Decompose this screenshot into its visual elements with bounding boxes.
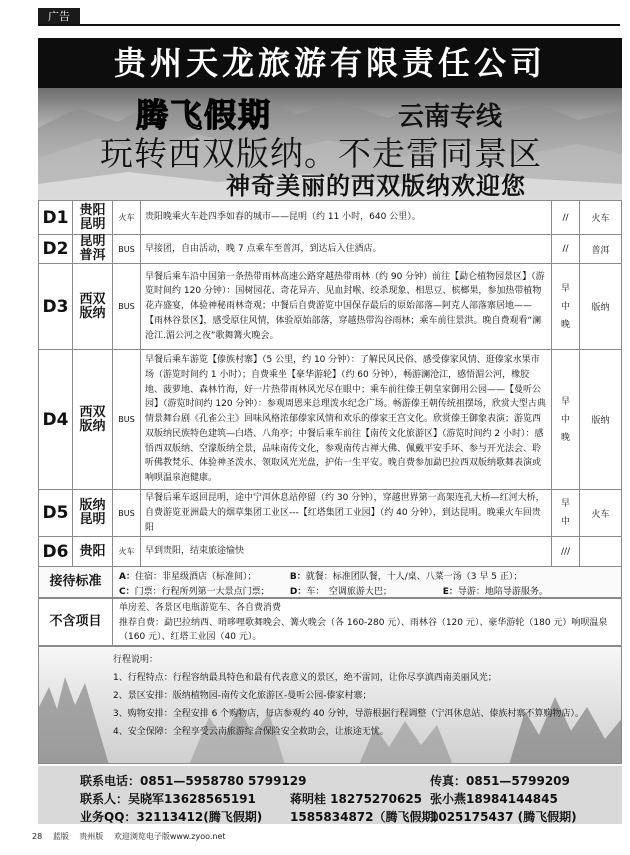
website-text: 欢迎浏览电子版www.zyoo.net	[113, 832, 226, 841]
hotel: 版纳	[580, 264, 622, 350]
note-item: 2、景区安排：版纳植物园-南传文化旅游区-曼听公园-傣家村寨；	[113, 691, 372, 701]
edition-label: 贵州版	[79, 832, 104, 841]
standard-item: E：导游：地陪导游服务。	[442, 587, 548, 597]
meal: 早	[560, 396, 570, 407]
meal: 晚	[560, 319, 570, 330]
qq-number: 32113412(腾飞假期)	[136, 810, 263, 824]
note-item: 1、行程特点：行程容纳最具特色和最有代表意义的景区，绝不雷同，让你尽享滇西南美丽风光；	[113, 673, 497, 683]
cities	[73, 537, 113, 567]
exclusion-line: 推荐自费：勐巴拉纳西、哨哆哩歌舞晚会、篝火晚会（各 160-280 元）、雨林谷（120 元）、豪华游轮（180 元）响呗温泉（160 元）、红塔工业园（40 元）。	[119, 617, 608, 642]
brand-title: 腾飞假期	[136, 96, 273, 134]
contact-person: 蒋明桂 18275270625	[290, 792, 423, 806]
city: 西双	[79, 404, 106, 420]
company-name-banner: 贵州天龙旅游有限责任公司	[38, 38, 622, 88]
transport: BUS	[113, 264, 141, 350]
cities	[73, 235, 113, 264]
description: 早到贵阳，结束旅途愉快	[141, 537, 552, 567]
slogan: 玩转西双版纳。不走雷同景区	[100, 134, 542, 173]
reception-standards	[38, 566, 622, 598]
city: 昆明	[79, 216, 106, 232]
city: 版纳	[79, 498, 106, 514]
meals	[552, 350, 580, 490]
city: 普洱	[79, 248, 106, 263]
itinerary-row-d6	[39, 537, 622, 567]
city: 昆明	[79, 234, 106, 249]
page-footer	[32, 831, 234, 842]
transport: BUS	[113, 235, 141, 264]
itinerary-row-d2	[39, 235, 622, 264]
ad-tag: 广告	[38, 8, 80, 26]
qq-label: 业务QQ：	[80, 810, 137, 824]
transport: BUS	[113, 490, 141, 537]
meal: 中	[560, 301, 570, 312]
hotel	[580, 537, 622, 567]
city: 西双	[79, 291, 106, 307]
contact-person: 吴晓军13628565191	[128, 792, 256, 806]
exclusions	[38, 598, 622, 646]
hotel: 普洱	[580, 235, 622, 264]
contacts-label: 联系人：	[80, 792, 129, 806]
hero-banner	[38, 88, 622, 200]
welcome-text: 神奇美丽的西双版纳欢迎您	[226, 172, 526, 200]
city: 贵阳	[79, 543, 106, 559]
qq-number: 1025175437 (腾飞假期)	[430, 810, 577, 824]
notes-body	[113, 651, 618, 741]
note-item: 4、安全保障：全程享受云南旅游综合保险安全救助会，让旅途无忧。	[113, 727, 389, 737]
meal: 晚	[560, 432, 570, 443]
cities	[73, 490, 113, 537]
phone-line	[80, 772, 307, 789]
notes-heading: 行程说明：	[113, 655, 159, 665]
itinerary-table	[38, 200, 622, 567]
qq-line	[80, 808, 262, 825]
standard-item: B：就餐：标准团队餐，十人/桌、八菜一汤（3 早 5 正）；	[289, 572, 523, 582]
standard-item: C：门票：行程所列第一大景点门票；	[119, 587, 270, 597]
day-label: D5	[39, 490, 73, 537]
itinerary-row-d1	[39, 201, 622, 235]
itinerary-row-d3	[39, 264, 622, 350]
standard-item: D：车： 空调旅游大巴；	[289, 587, 392, 597]
exclusions-title: 不含项目	[39, 599, 113, 645]
description: 早餐后乘车沿中国第一条热带雨林高速公路穿越热带雨林（约 90 分钟）前往【勐仑植物园景区】（游览时间约 120 分钟）：国树园花、奇花异卉、见血封喉、绞杀现象、相思豆、槟榔果，参加热带植物花卉盛宴，体验神秘雨林奇观；中餐后自费游览中国保存最后的原始部落—阿克人部落寨居地——【雨林谷景区】，感受原住风情，体验原始部落，穿越热带沟谷雨林；乘车前往景洪。晚自费观看“澜沧江.湄公河之夜”歌舞篝火晚会。	[141, 264, 552, 350]
special-line-title: 云南专线	[398, 102, 503, 132]
description: 贵阳晚乘火车赴四季如春的城市——昆明（约 11 小时，640 公里）。	[141, 201, 552, 235]
cities	[73, 264, 113, 350]
transport: BUS	[113, 350, 141, 490]
fax-line	[430, 772, 570, 789]
contact-panel	[38, 766, 622, 824]
itinerary-row-d4	[39, 350, 622, 490]
transport: 火车	[113, 537, 141, 567]
meals: //	[552, 235, 580, 264]
top-rule	[38, 24, 620, 26]
contact-person: 张小燕18984144845	[430, 792, 558, 806]
day-label: D3	[39, 264, 73, 350]
fax-number: 0851—5799209	[466, 774, 570, 788]
meal: 中	[560, 414, 570, 425]
standards-title: 接待标准	[39, 567, 113, 597]
city: 贵阳	[79, 202, 106, 218]
exclusions-body	[119, 601, 619, 645]
city: 版纳	[79, 305, 106, 321]
city: 版纳	[79, 418, 106, 434]
phone-number: 0851—5958780 5799129	[140, 774, 307, 788]
meals: //	[552, 201, 580, 235]
hotel: 版纳	[580, 350, 622, 490]
meal: 早	[560, 499, 570, 510]
note-item: 3、购物安排：全程安排 6 个购物店，每店参观约 40 分钟，导游根据行程调整（宁洱休息站、傣族村寨不算购物店）。	[113, 709, 584, 719]
day-label: D4	[39, 350, 73, 490]
hotel: 火车	[580, 490, 622, 537]
standards-row	[119, 569, 522, 582]
meal: 早	[560, 283, 570, 294]
transport: 火车	[113, 201, 141, 235]
hotel: 火车	[580, 201, 622, 235]
standard-item: A：住宿：非星级酒店（标准间）；	[119, 572, 257, 582]
day-label: D2	[39, 235, 73, 264]
meals: ///	[552, 537, 580, 567]
itinerary-notes	[38, 646, 622, 764]
page-number: 28	[32, 832, 43, 841]
description: 早接团，自由活动，晚 7 点乘车至普洱，到达后入住酒店。	[141, 235, 552, 264]
cities	[73, 201, 113, 235]
day-label: D6	[39, 537, 73, 567]
qq-number: 1585834872（腾飞假期）	[290, 810, 446, 824]
meal: 中	[560, 517, 570, 528]
city: 昆明	[79, 512, 106, 528]
fax-label: 传真：	[430, 774, 467, 788]
cities	[73, 350, 113, 490]
day-label: D1	[39, 201, 73, 235]
description: 早餐后乘车游览【傣族村寨】（5 公里，约 10 分钟）：了解民风民俗、感受傣家风情、逛傣家水果市场（游览时间约 1 小时）；自费乘坐【豪华游轮】（约 60 分钟），畅游澜沧江，感悟湄公河，橡胶地、菠萝地、森林竹海，好一片热带雨林风光尽在眼中；乘车前往傣王朝皇家御用公园——【曼听公园】（游览时间约 120 分钟）：参观周恩来总理泼水纪念广场。畅游傣王朝传统祖摆场，欣赏大型古典情景舞台剧《孔雀公主》回味风格浓郁傣家风情和欢乐的傣家王宫文化。欣赏傣王御象表演；游览西双版纳民族特色建筑—白塔、八角亭；中餐后乘车前往【南传文化旅游区】（游览时间约 2 小时）：感悟西双版纳、空濛版纳全景，品味南传文化，参观南传古禅大佛、佩戴平安手环、参与开光法会、聆听佛教梵乐、体验神圣泼水、领取风光光盘，护佑一生平安。晚自费参加勐巴拉西双版纳歌舞表演或响呗温泉泡健康。	[141, 350, 552, 490]
section-label: 蓝版	[52, 832, 69, 841]
contacts-line	[80, 790, 256, 807]
exclusion-line: 单房差、各景区电瓶游览车、各自费消费	[119, 603, 282, 613]
meals	[552, 264, 580, 350]
meals	[552, 490, 580, 537]
description: 早餐后乘车返回昆明，途中宁洱休息站停留（约 30 分钟），穿越世界第一高架连孔大桥—红河大桥，自费游览亚洲最大的烟草集团工业区---【红塔集团工业园】（约 40 分钟），到达昆明。晚乘火车回贵阳	[141, 490, 552, 537]
phone-label: 联系电话：	[80, 774, 141, 788]
standards-row	[119, 584, 548, 597]
itinerary-row-d5	[39, 490, 622, 537]
